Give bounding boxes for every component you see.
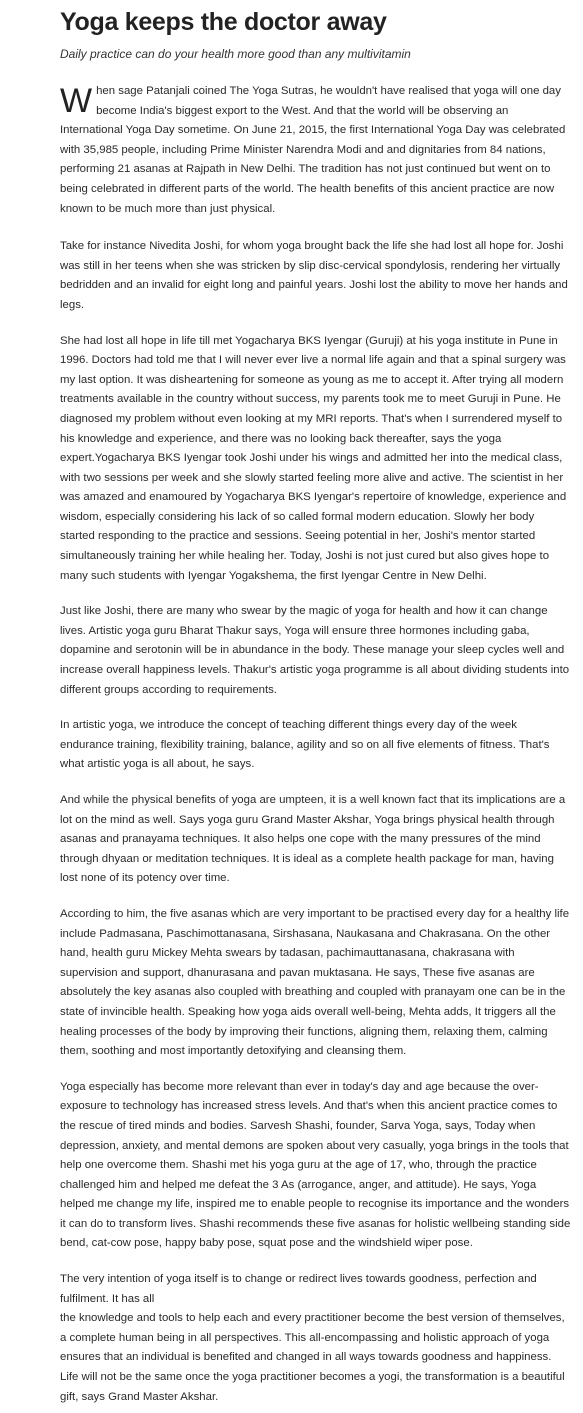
article-paragraph: Yoga especially has become more relevant than ever in today's day and age because the over-exposure to technology has increased stress levels. And that's when this ancient practice comes to the rescue of tired minds and bodies. Sarvesh Shashi, founder, Sarva Yoga, says, Today when depression, anxiety, and mental demons are spoken about very casually, yoga brings in the tools that help one overcome them. Shashi met his yoga guru at the age of 17, who, through the practice challenged him and helped me defeat the 3 As (arrogance, anger, and attitude). He says, Yoga helped me change my life, inspired me to enable people to recognise its importance and the wonders it can do to transform lives. Shashi recommends these five asanas for holistic wellbeing standing side bend, cat-cow pose, happy baby pose, squat pose and the windshield wiper pose. — [60, 1080, 571, 1250]
article-paragraph: Take for instance Nivedita Joshi, for whom yoga brought back the life she had lost all hope for. Joshi was still in her teens when she was stricken by slip disc-cervical spondylosis, rendering her virtually bedridden and an invalid for eight long and painful years. Joshi lost the ability to move her hands and legs. — [60, 240, 568, 311]
final-text-part1: The very intention of yoga itself is to change or redirect lives towards goodness, perfection and fulfilment. It has all — [60, 1273, 537, 1305]
article-intro-paragraph — [60, 82, 571, 219]
drop-cap: W — [60, 82, 93, 120]
article-final-paragraph — [60, 1270, 571, 1407]
article-paragraph: Just like Joshi, there are many who swear by the magic of yoga for health and how it can change lives. Artistic yoga guru Bharat Thakur says, Yoga will ensure three hormones including gaba, dopamine and serotonin will be in abundance in the body. These manage your sleep cycles well and increase overall happiness levels. Thakur's artistic yoga programme is all about dividing students into different groups according to requirements. — [60, 605, 570, 696]
article-paragraph: According to him, the five asanas which are very important to be practised every day for a healthy life include Padmasana, Paschimottanasana, Sirshasana, Naukasana and Chakrasana. On the other hand, health guru Mickey Mehta swears by tadasan, pachimauttanasana, chakrasana with supervision and support, dhanurasana and pavan muktasana. He says, These five asanas are absolutely the key asanas also coupled with breathing and coupled with pranayam one can be in the state of invincible health. Speaking how yoga aids overall well-being, Mehta adds, It triggers all the healing processes of the body by improving their functions, aligning them, relaxing them, calming them, soothing and most importantly detoxifying and cleansing them. — [60, 907, 570, 1058]
article-subhead: Daily practice can do your health more good than any multivitamin — [60, 47, 411, 61]
article-paragraph: She had lost all hope in life till met Yogacharya BKS Iyengar (Guruji) at his yoga institute in Pune in 1996. Doctors had told me that I will never ever live a normal life again and that a spinal surgery was my last option. It was disheartening for someone as young as me to accept it. After trying all modern treatments available in the country without success, my parents took me to meet Guruji in Pune. He diagnosed my problem without even looking at my MRI reports. That's when I surrendered myself to his knowledge and experience, and there was no looking back thereafter, says the yoga expert.Yogacharya BKS Iyengar took Joshi under his wings and admitted her into the medical class, with two sessions per week and she slowly started feeling more alive and active. The scientist in her was amazed and enamoured by Yogacharya BKS Iyengar's repertoire of knowledge, experience and wisdom, especially considering his lack of so called formal modern education. Slowly her body started responding to the practice and sessions. Seeing potential in her, Joshi's mentor started simultaneously training her while healing her. Today, Joshi is not just cured but also gives hope to many such students with Iyengar Yogakshema, the first Iyengar Centre in New Delhi. — [60, 334, 567, 582]
article-headline: Yoga keeps the doctor away — [60, 8, 387, 36]
final-text-part2: the knowledge and tools to help each and every practitioner become the best version of themselves, a complete human being in all perspectives. This all-encompassing and holistic approach of yoga ensures that an individual is benefited and changed in all ways towards goodness and happiness. Life will not be the same once the yoga practitioner becomes a yogi, the transformation is a beautiful gift, says Grand Master Akshar. — [60, 1312, 565, 1403]
intro-text: hen sage Patanjali coined The Yoga Sutras, he wouldn't have realised that yoga will one day become India's biggest export to the West. And that the world will be observing an International Yoga Day sometime. On June 21, 2015, the first International Yoga Day was celebrated with 35,985 people, including Prime Minister Narendra Modi and and dignitaries from 84 nations, performing 21 asanas at Rajpath in New Delhi. The tradition has not just continued but went on to being celebrated in different parts of the world. The health benefits of this ancient practice are now known to be much more than just physical. — [60, 85, 566, 215]
article-paragraph: In artistic yoga, we introduce the concept of teaching different things every day of the week endurance training, flexibility training, balance, agility and so on all five elements of fitness. That's what artistic yoga is all about, he says. — [60, 719, 550, 771]
article-paragraph: And while the physical benefits of yoga are umpteen, it is a well known fact that its implications are a lot on the mind as well. Says yoga guru Grand Master Akshar, Yoga brings physical health through asanas and pranayama techniques. It also helps one cope with the many pressures of the mind through dhyaan or meditation techniques. It is ideal as a complete health package for man, having lost none of its potency over time. — [60, 794, 566, 885]
